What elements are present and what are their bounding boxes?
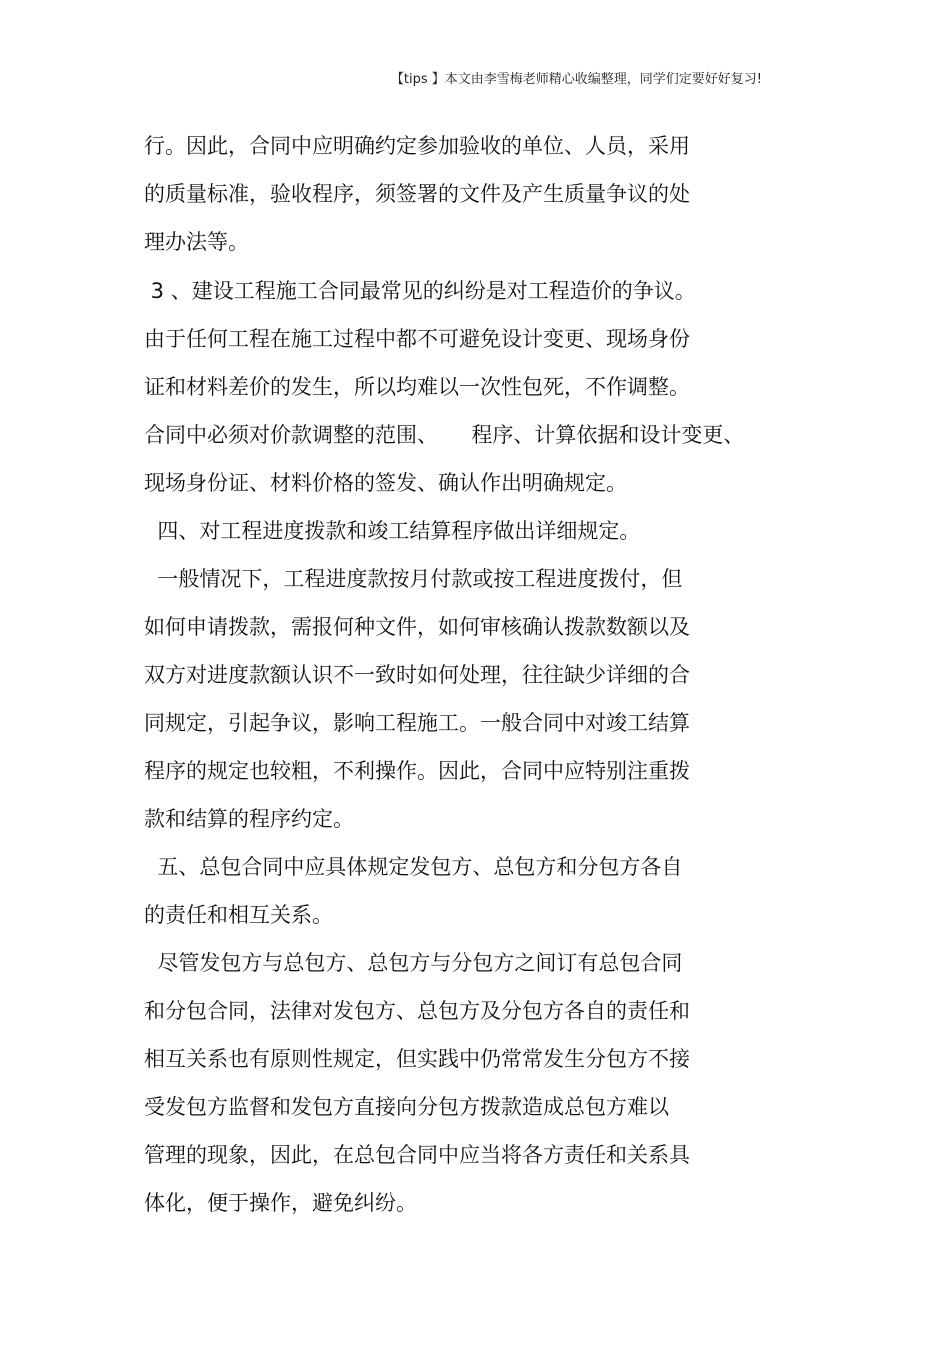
text-line: 同规定，引起争议，影响工程施工。一般合同中对竣工结算 <box>144 711 690 735</box>
text-line: 受发包方监督和发包方直接向分包方拨款造成总包方难以 <box>144 1095 669 1119</box>
text-line: 程序的规定也较粗，不利操作。因此，合同中应特别注重拨 <box>144 759 690 783</box>
text-line: 的责任和相互关系。 <box>144 903 333 927</box>
text-line: 管理的现象，因此，在总包合同中应当将各方责任和关系具 <box>144 1143 690 1167</box>
text-line: 五、总包合同中应具体规定发包方、总包方和分包方各自 <box>144 855 683 879</box>
text-line: 现场身份证、材料价格的签发、确认作出明确规定。 <box>144 471 627 495</box>
text-line: 证和材料差价的发生，所以均难以一次性包死，不作调整。 <box>144 375 690 399</box>
text-line: 双方对进度款额认识不一致时如何处理，往往缺少详细的合 <box>144 663 690 687</box>
page-header: 【tips 】本文由李雪梅老师精心收编整理，同学们定要好好复习! <box>390 72 762 87</box>
text-line: 和分包合同，法律对发包方、总包方及分包方各自的责任和 <box>144 999 690 1023</box>
text-line: 理办法等。 <box>144 230 249 254</box>
text-line: 行。因此，合同中应明确约定参加验收的单位、人员，采用 <box>144 134 690 158</box>
text-line: 体化，便于操作，避免纠纷。 <box>144 1191 417 1215</box>
text-line: 四、对工程进度拨款和竣工结算程序做出详细规定。 <box>144 519 641 543</box>
text-line: 由于任何工程在施工过程中都不可避免设计变更、现场身份 <box>144 327 690 351</box>
text-line: 尽管发包方与总包方、总包方与分包方之间订有总包合同 <box>144 951 683 975</box>
text-line: 的质量标准，验收程序，须签署的文件及产生质量争议的处 <box>144 182 690 206</box>
text-line: 相互关系也有原则性规定，但实践中仍常常发生分包方不接 <box>144 1047 690 1071</box>
text-line: 款和结算的程序约定。 <box>144 807 354 831</box>
text-line: 如何申请拨款，需报何种文件，如何审核确认拨款数额以及 <box>144 615 690 639</box>
text-line: 合同中必须对价款调整的范围、 程序、计算依据和设计变更、 <box>144 423 745 447</box>
text-line: 一般情况下，工程进度款按月付款或按工程进度拨付，但 <box>144 567 683 591</box>
text-line: 3 、建设工程施工合同最常见的纠纷是对工程造价的争议。 <box>144 279 696 303</box>
